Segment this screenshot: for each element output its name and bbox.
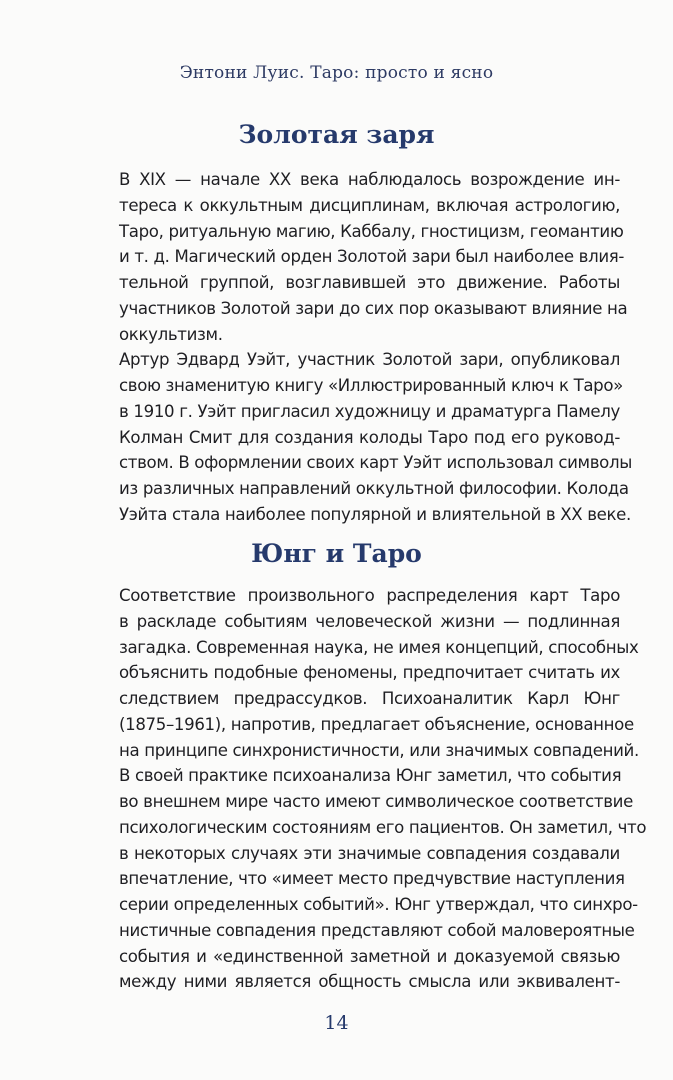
running-head: Энтони Луис. Таро: просто и ясно xyxy=(179,63,494,83)
text-line: Артур Эдвард Уэйт, участник Золотой зари, опубликовал xyxy=(119,350,620,370)
text-line: ством. В оформлении своих карт Уэйт использовал символы xyxy=(119,453,632,473)
text-line: загадка. Современная наука, не имея концепций, способных xyxy=(119,637,639,657)
text-line: Колман Смит для создания колоды Таро под его руковод- xyxy=(119,427,620,447)
paragraph xyxy=(93,763,647,995)
text-line: В XIX — начале XX века наблюдалось возрождение ин- xyxy=(119,170,620,189)
section-heading-golden-dawn: Золотая заря xyxy=(238,120,435,149)
text-line: и т. д. Магический орден Золотой зари был наиболее влия- xyxy=(119,247,625,267)
paragraph xyxy=(93,167,628,347)
text-line: Таро, ритуальную магию, Каббалу, гностицизм, геомантию xyxy=(119,221,624,241)
text-line: (1875–1961), напротив, предлагает объяснение, основанное xyxy=(119,714,634,734)
section-body-golden-dawn xyxy=(93,167,632,528)
text-line: серии определенных событий». Юнг утверждал, что синхро- xyxy=(119,895,638,914)
text-line: на принципе синхронистичности, или значимых совпадений. xyxy=(119,740,639,760)
text-line: нистичные совпадения представляют собой маловероятные xyxy=(119,920,635,940)
text-line: в 1910 г. Уэйт пригласил художницу и драматурга Памелу xyxy=(119,401,620,421)
text-line: следствием предрассудков. Психоаналитик Карл Юнг xyxy=(119,689,620,708)
text-line: психологическим состояниям его пациентов. Он заметил, что xyxy=(119,817,647,837)
section-heading-jung-and-tarot: Юнг и Таро xyxy=(251,539,422,568)
text-line: во внешнем мире часто имеют символическое соответствие xyxy=(119,792,633,811)
text-line: тереса к оккультным дисциплинам, включая астрологию, xyxy=(119,195,620,215)
text-line: из различных направлений оккультной философии. Колода xyxy=(119,479,629,498)
page-number: 14 xyxy=(324,1012,349,1034)
text-line: между ними является общность смысла или эквивалент- xyxy=(119,972,620,992)
text-line: объяснить подобные феномены, предпочитает считать их xyxy=(119,663,620,683)
text-line: в некоторых случаях эти значимые совпадения создавали xyxy=(119,843,620,863)
paragraph xyxy=(93,583,639,763)
text-line: В своей практике психоанализа Юнг заметил, что события xyxy=(119,766,622,786)
text-line: Уэйта стала наиболее популярной и влиятельной в XX веке. xyxy=(119,504,631,524)
section-body-jung-and-tarot xyxy=(93,583,647,995)
text-line: Соответствие произвольного распределения карт Таро xyxy=(119,586,620,605)
text-line: впечатление, что «имеет место предчувствие наступления xyxy=(119,869,625,889)
text-line: в раскладе событиям человеческой жизни — подлинная xyxy=(119,611,620,631)
paragraph xyxy=(93,347,632,527)
text-line: оккультизм. xyxy=(119,324,223,344)
text-line: события и «единственной заметной и доказуемой связью xyxy=(119,946,620,966)
text-line: тельной группой, возглавившей это движение. Работы xyxy=(119,273,620,292)
text-line: участников Золотой зари до сих пор оказывают влияние на xyxy=(119,298,628,318)
text-line: свою знаменитую книгу «Иллюстрированный ключ к Таро» xyxy=(119,376,623,395)
